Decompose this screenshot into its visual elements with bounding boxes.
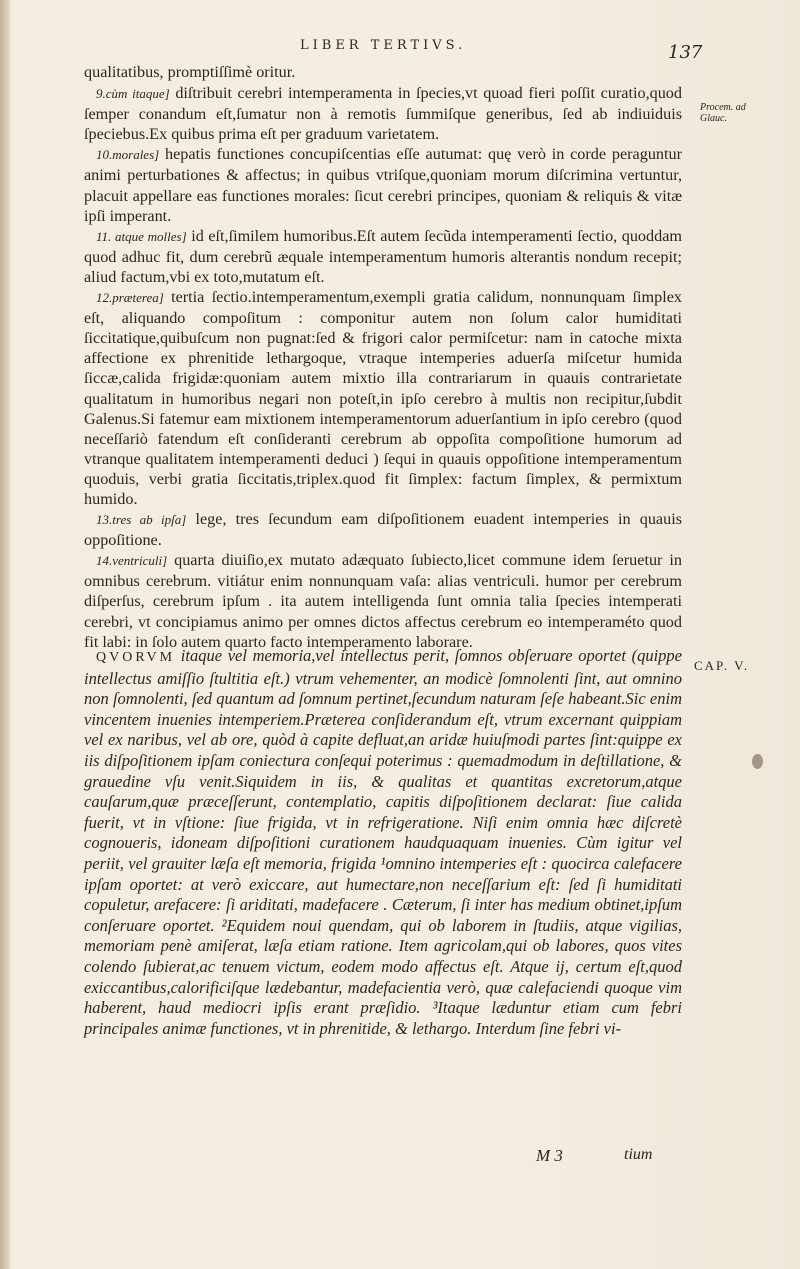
commentary-paragraph xyxy=(84,550,682,651)
paragraph-text: diſtribuit cerebri intemperamenta in ſpecies,vt quoad fieri poſſit curatio,quod ſemper conandum eſt,ſumatur non à remotis ſummiſque generibus, ſed ab indiuiduis ſpeciebus.Ex quibus prima eſt per graduum varietatem. xyxy=(84,84,682,144)
lemma: 12.præterea] xyxy=(96,290,164,306)
paragraph-text: tertia ſectio.intemperamentum,exempli gratia calidum, nonnunquam ſimplex eſt, aliquando compoſitum : componitur autem non ſolum calor humiditati ſiccitatique,quibuſcum non pugnat:ſed & frigori calor permiſcetur: nam in catoche mixta affectione ex phrenitide lethargoque, vtraque intemperies aduerſa miſcetur humida ſiccæ,calida frigidæ:quoniam autem mixtio illa contrariarum in quauis contrarietate qualitatum in humoribus negari non poteſt,in ipſo cerebro à multis non recipitur,ſubdit Galenus.Si fatemur eam mixtionem intemperamentorum aduerſantium in ipſo cerebro (quod neceſſariò fatendum eſt conſideranti cerebrum ab oppoſita compoſitione humorum ad vtranque qualitatem intemperamenti deduci ) ſequi in quauis oppoſitione intemperamentum quoduis, verbi gratia ſiccitatis,triplex.quod fit ſimplex: factum ſimplex, & permixtum humido. xyxy=(84,288,682,508)
lemma: 14.ventriculi] xyxy=(96,553,168,569)
running-head: LIBER TERTIVS. xyxy=(300,38,467,53)
chapter-marker: CAP. V. xyxy=(694,658,750,673)
commentary-paragraph xyxy=(84,287,682,509)
commentary-block xyxy=(84,62,682,652)
galen-text-block xyxy=(84,646,682,1039)
paragraph-text: hepatis functiones concupiſcentias eſſe autumat: quę verò in corde peraguntur animi perturbationes & affectus; in quibus vtriſque,quoniam morum diſcrimina vertuntur, placuit appellare eas functiones morales: ſicut cerebri principes, quoniam & reliquis & vitæ ipſi imperant. xyxy=(84,145,682,225)
lemma: 9.cùm itaque] xyxy=(96,86,170,102)
commentary-paragraph xyxy=(84,509,682,550)
commentary-paragraph xyxy=(84,226,682,287)
ink-blot xyxy=(752,754,763,769)
commentary-paragraph xyxy=(84,144,682,225)
margin-note: Procem. ad Glauc. xyxy=(700,102,746,124)
lemma: 10.morales] xyxy=(96,147,160,163)
page-gutter xyxy=(0,0,10,1269)
catchword: tium xyxy=(624,1146,653,1163)
signature-mark: M 3 xyxy=(536,1146,563,1165)
main-text-paragraph xyxy=(84,646,682,1039)
page-number: 137 xyxy=(668,42,703,63)
lemma: 11. atque molles] xyxy=(96,228,187,244)
opening-word: QVORVM xyxy=(96,650,176,665)
paragraph-text: qualitatibus, promptiſſimè oritur. xyxy=(84,63,296,81)
commentary-paragraph xyxy=(84,62,682,83)
paragraph-text: itaque vel memoria,vel intellectus perit, ſomnos obſeruare oportet (quippe intellectus amiſſio ſtultitia eſt.) vtrum vehementer, an modicè ſomnolenti ſint, aut omnino non ſomnolenti, ſed quantum ad ſomnum pertinet,ſecundum naturam ſeſe habeant.Sic enim vincentem inuenies intemperiem.Præterea conſiderandum eſt, vtrum excernant quippiam vel ex naribus, vel ab ore, quòd à capite defluat,an aridæ huiuſmodi partes ſint:quippe ex iis diſpoſitionem ipſam coniectura conſequi poterimus : quemadmodum in deſtillatione, & grauedine vſu venit.Siquidem in iis, & qualitas et quantitas excretorum,atque cauſarum,quæ præceſſerunt, contemplatio, capitis diſpoſitionem declarat: ſiue calida fuerit, vt in vſtione: ſiue frigida, vt in refrigeratione. Niſi enim omnia hæc diſcretè cognoueris, idoneam diſpoſitioni curationem haudquaquam inuenies. Cùm igitur vel periit, vel grauiter læſa eſt memoria, frigida ¹omnino intemperies eſt : quocirca calefacere ipſam oportet: at verò exiccare, aut humectare,non neceſſarium eſt: ſed ſi humiditati copuletur, arefacere: ſi ariditati, madefacere . Cæterum, ſi inter has medium obtinet,ipſum conſeruare oportet. ²Equidem noui quendam, qui ob laborem in ſtudiis, atque vigilias, memoriam penè amiſerat, læſa etiam ratione. Item agricolam,qui ob labores, quos vites colendo ſubierat,ac tenuem victum, eodem modo affectus eſt. Atque ij, certum eſt,quod exiccantibus,calorificiſque lædebantur, madefacientia verò, quæ calefaciendi quoque vim haberent, haud mediocri ipſis erant præſidio. ³Itaque læduntur etiam cum febri principales animæ functiones, vt in phrenitide, & lethargo. Interdum ſine febri vi- xyxy=(84,646,682,1038)
paragraph-text: id eſt,ſimilem humoribus.Eſt autem ſecũda intemperamenti ſectio, quoddam quod adhuc fit, dum cerebrũ æquale intemperamentum humoris alterantis nondum recepit; aliud factum,vbi ex toto,mutatum eſt. xyxy=(84,226,682,286)
paragraph-text: lege, tres ſecundum eam diſpoſitionem euadent intemperies in quauis oppoſitione. xyxy=(84,510,682,550)
commentary-paragraph xyxy=(84,83,682,144)
lemma: 13.tres ab ipſa] xyxy=(96,512,187,528)
paragraph-text: quarta diuiſio,ex mutato adæquato ſubiecto,licet commune idem ſeruetur in omnibus cerebrum. vitiátur enim nonnunquam vaſa: alias ventriculi. humor per cerebrum diſperſus, cerebrum ipſum . ita autem intelligenda ſunt omnia talia ſpecies intemperati cerebri, vt concipiamus animo per omnes dictos affectus cerebrum eo intemperaméto quod fit labi: in ſolo autem quarto facto intemperamento laborare. xyxy=(84,551,682,651)
